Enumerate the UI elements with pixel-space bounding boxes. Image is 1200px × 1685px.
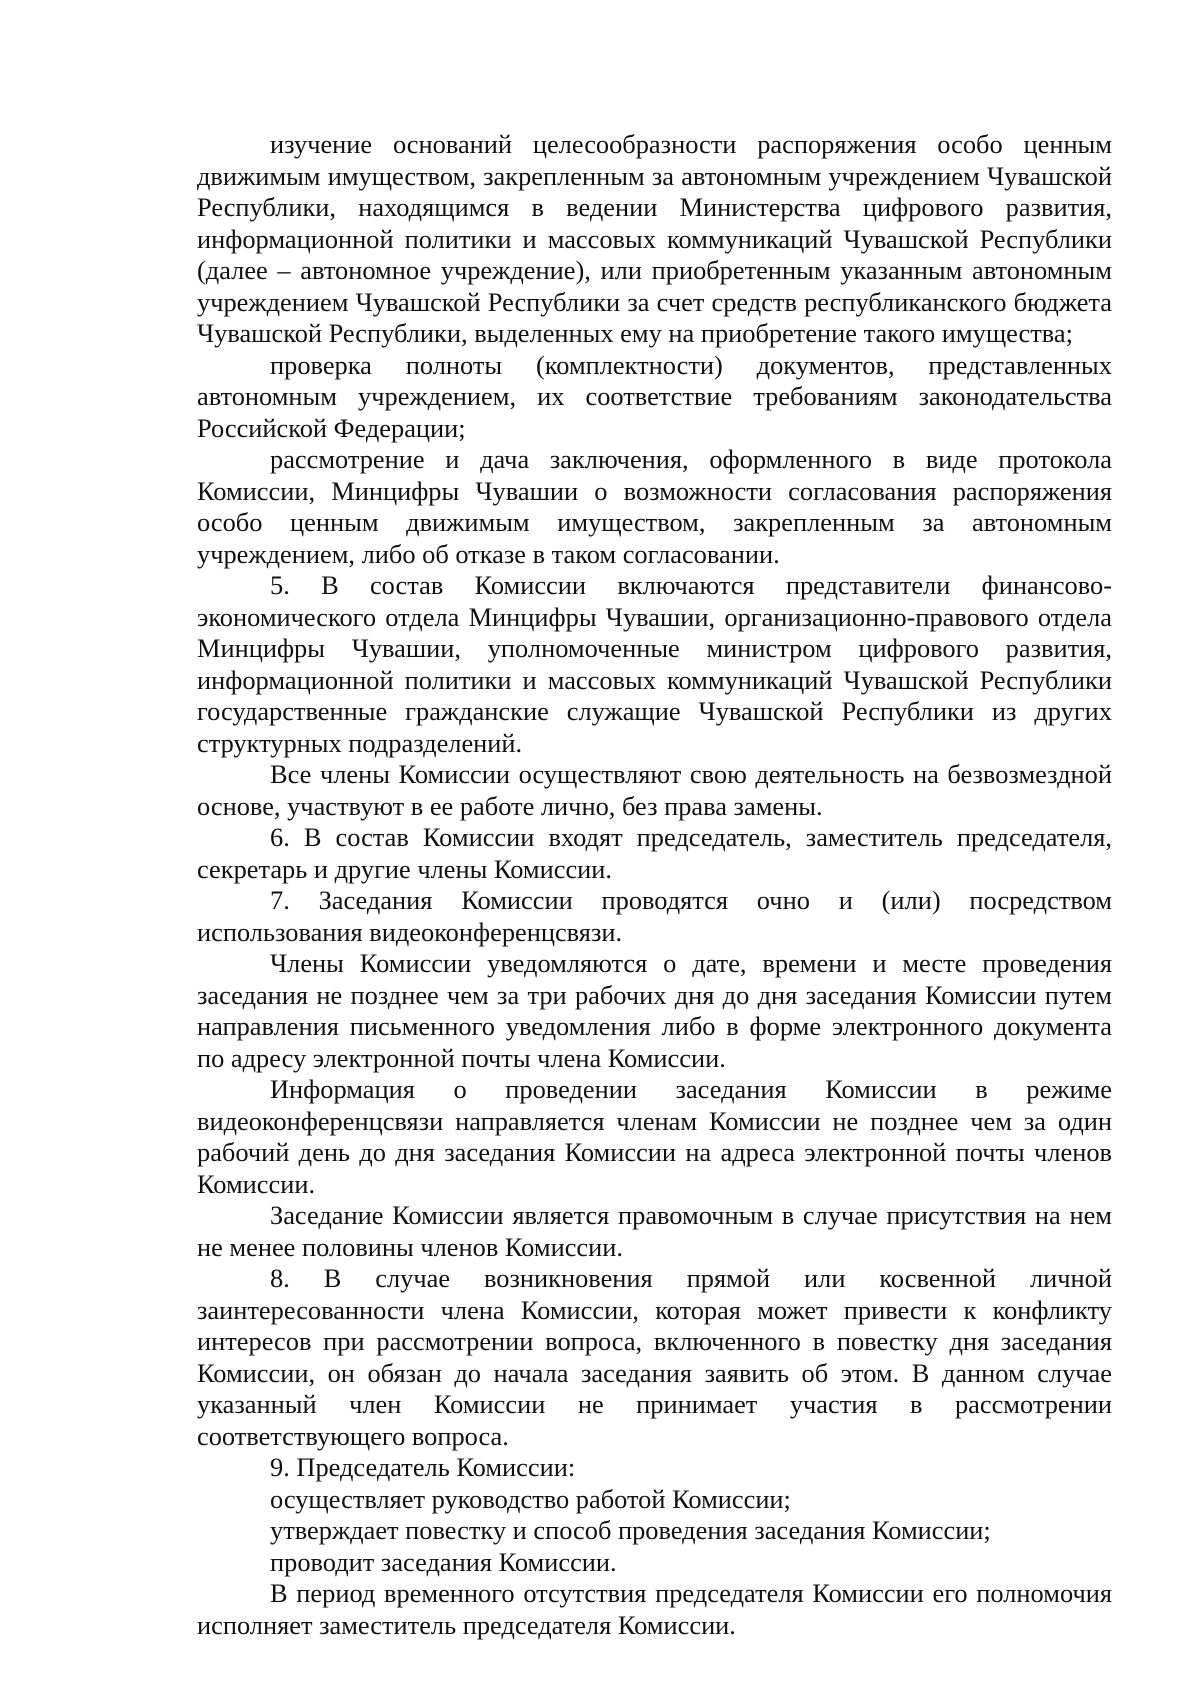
paragraph: 8. В случае возникновения прямой или косвенной личной заинтересованности члена Комиссии, которая может привести к конфликту интересов при рассмотрении вопроса, включенного в повестку дня заседания Комиссии, он обязан до начала заседания заявить об этом. В данном случае указанный член Комиссии не принимает участия в рассмотрении соответствующего вопроса. <box>197 1263 1112 1451</box>
paragraph: Все члены Комиссии осуществляют свою деятельность на безвозмездной основе, участвуют в ее работе лично, без права замены. <box>197 759 1112 821</box>
document-body <box>197 129 1112 1641</box>
paragraph: 6. В состав Комиссии входят председатель, заместитель председателя, секретарь и другие члены Комиссии. <box>197 822 1112 884</box>
paragraph: 7. Заседания Комиссии проводятся очно и (или) посредством использования видеоконференцсвязи. <box>197 885 1112 947</box>
paragraph-heading: 9. Председатель Комиссии: <box>270 1452 576 1482</box>
list-item: осуществляет руководство работой Комиссии; <box>270 1483 791 1514</box>
paragraph: изучение оснований целесообразности распоряжения особо ценным движимым имуществом, закрепленным за автономным учреждением Чувашской Республики, находящимся в ведении Министерства цифрового развития, информационной политики и массовых коммуникаций Чувашской Республики (далее – автономное учреждение), или приобретенным указанным автономным учреждением Чувашской Республики за счет средств республиканского бюджета Чувашской Республики, выделенных ему на приобретение такого имущества; <box>197 129 1112 348</box>
paragraph: Заседание Комиссии является правомочным в случае присутствия на нем не менее половины членов Комиссии. <box>197 1200 1112 1262</box>
paragraph: проверка полноты (комплектности) документов, представленных автономным учреждением, их соответствие требованиям законодательства Российской Федерации; <box>197 349 1112 443</box>
paragraph: В период временного отсутствия председателя Комиссии его полномочия исполняет заместитель председателя Комиссии. <box>197 1578 1112 1640</box>
list-item: проводит заседания Комиссии. <box>270 1546 617 1577</box>
paragraph: Информация о проведении заседания Комиссии в режиме видеоконференцсвязи направляется членам Комиссии не позднее чем за один рабочий день до дня заседания Комиссии на адреса электронной почты членов Комиссии. <box>197 1074 1112 1199</box>
paragraph: рассмотрение и дача заключения, оформленного в виде протокола Комиссии, Минцифры Чувашии о возможности согласования распоряжения особо ценным движимым имуществом, закрепленным за автономным учреждением, либо об отказе в таком согласовании. <box>197 444 1112 569</box>
list-item: утверждает повестку и способ проведения заседания Комиссии; <box>270 1515 991 1545</box>
paragraph: Члены Комиссии уведомляются о дате, времени и месте проведения заседания не позднее чем за три рабочих дня до дня заседания Комиссии путем направления письменного уведомления либо в форме электронного документа по адресу электронной почты члена Комиссии. <box>197 948 1112 1073</box>
paragraph: 5. В состав Комиссии включаются представители финансово-экономического отдела Минцифры Чувашии, организационно-правового отдела Минцифры Чувашии, уполномоченные министром цифрового развития, информационной политики и массовых коммуникаций Чувашской Республики государственные гражданские служащие Чувашской Республики из других структурных подразделений. <box>197 570 1112 758</box>
